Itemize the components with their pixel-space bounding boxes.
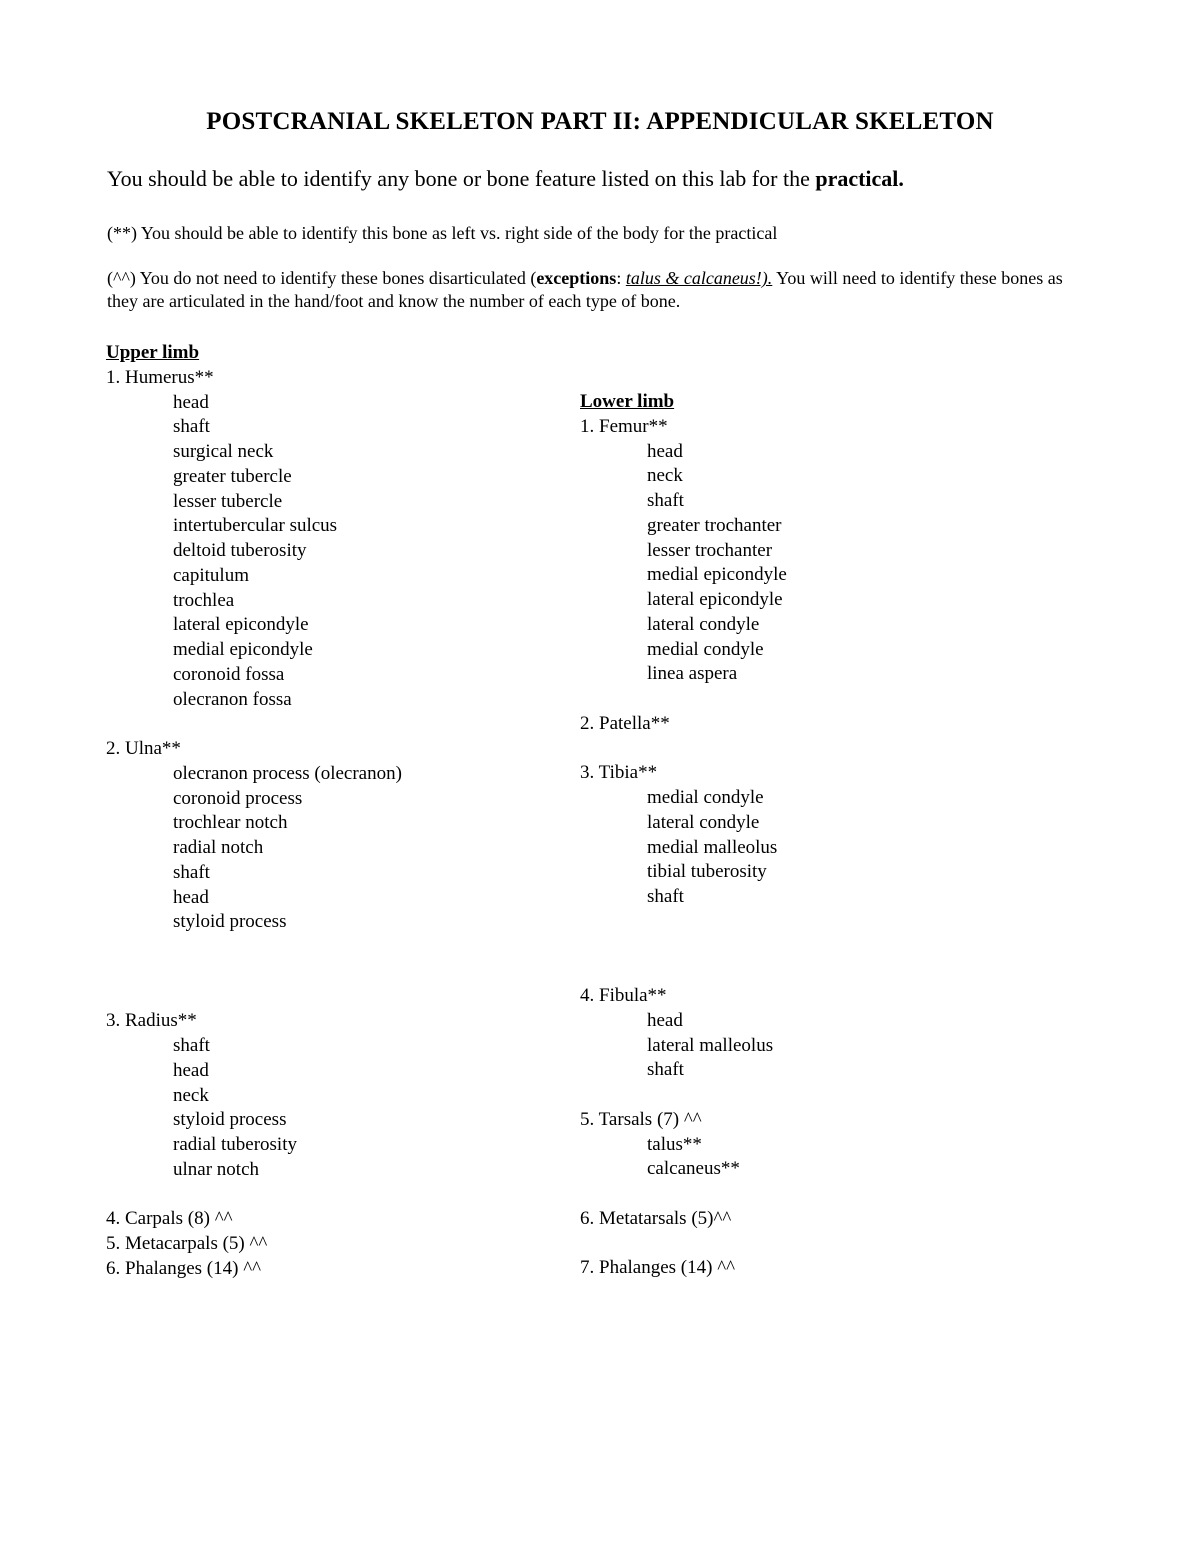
- feature-item: head: [173, 391, 209, 413]
- feature-item: shaft: [647, 1059, 684, 1081]
- feature-item: lateral condyle: [647, 613, 760, 635]
- spacer: [106, 712, 402, 737]
- feature-item: deltoid tuberosity: [173, 540, 307, 561]
- bone-phalanges: 6. Phalanges (14) ^^: [106, 1257, 262, 1279]
- feature-item: lateral epicondyle: [173, 614, 309, 636]
- bone-metacarpals: 5. Metacarpals (5) ^^: [106, 1233, 268, 1254]
- upper-limb-column: [106, 341, 402, 1282]
- feature-item: head: [647, 1009, 683, 1031]
- feature-item: head: [173, 886, 209, 908]
- bone-patella: 2. Patella**: [580, 712, 670, 734]
- note-exceptions: exceptions: [536, 268, 617, 288]
- feature-item: olecranon process (olecranon): [173, 762, 402, 784]
- spacer: [580, 935, 787, 960]
- feature-item: trochlear notch: [173, 812, 288, 834]
- spacer: [580, 910, 787, 935]
- feature-item: tibial tuberosity: [647, 861, 767, 883]
- spacer: [580, 1232, 787, 1257]
- feature-item: lesser trochanter: [647, 539, 773, 561]
- feature-item: medial condyle: [647, 787, 764, 808]
- bone-humerus: 1. Humerus**: [106, 366, 214, 388]
- feature-item: lateral epicondyle: [647, 589, 783, 610]
- feature-item: medial condyle: [647, 638, 764, 660]
- spacer: [106, 960, 402, 985]
- feature-item: ulnar notch: [173, 1158, 260, 1180]
- feature-item: neck: [647, 465, 683, 487]
- feature-item: shaft: [647, 490, 684, 511]
- note-disarticulated: (^^) You do not need to identify these bones disarticulated (exceptions: talus & calcaneus!). You will need to identify these bones as they are articulated in the hand/foot and know the number of each type of bone.: [107, 268, 1063, 311]
- spacer: [580, 1083, 787, 1108]
- page-title: POSTCRANIAL SKELETON PART II: APPENDICULAR SKELETON: [206, 108, 994, 135]
- feature-item: head: [647, 440, 683, 462]
- feature-item: coronoid fossa: [173, 663, 285, 685]
- bone-carpals: 4. Carpals (8) ^^: [106, 1208, 233, 1230]
- upper-limb-heading: Upper limb: [106, 342, 200, 363]
- feature-item: radial notch: [173, 837, 264, 858]
- spacer: [106, 985, 402, 1010]
- feature-item: lesser tubercle: [173, 490, 283, 512]
- feature-item: medial epicondyle: [173, 639, 313, 660]
- feature-item: shaft: [173, 416, 210, 438]
- feature-item: olecranon fossa: [173, 688, 292, 710]
- feature-item: calcaneus**: [647, 1158, 740, 1180]
- lower-limb-heading: Lower limb: [580, 391, 675, 412]
- bone-metatarsals: 6. Metatarsals (5)^^: [580, 1207, 732, 1229]
- bone-tibia: 3. Tibia**: [580, 762, 658, 784]
- intro-text: You should be able to identify any bone or bone feature listed on this lab for the: [107, 166, 816, 191]
- intro-bold: practical.: [815, 166, 904, 191]
- feature-item: capitulum: [173, 564, 249, 586]
- lower-limb-column: [580, 390, 787, 1281]
- feature-item: neck: [173, 1084, 209, 1106]
- spacer: [580, 737, 787, 762]
- feature-item: medial epicondyle: [647, 564, 787, 586]
- feature-item: shaft: [647, 886, 684, 907]
- bone-phalanges: 7. Phalanges (14) ^^: [580, 1257, 736, 1279]
- spacer: [106, 935, 402, 960]
- feature-item: lateral malleolus: [647, 1034, 774, 1056]
- feature-item: shaft: [173, 861, 210, 883]
- intro-paragraph: [107, 166, 904, 192]
- feature-item: medial malleolus: [647, 836, 778, 858]
- note-left-right: (**) You should be able to identify this bone as left vs. right side of the body for the practical: [107, 223, 778, 243]
- feature-item: styloid process: [173, 911, 287, 933]
- bone-ulna: 2. Ulna**: [106, 738, 181, 759]
- feature-item: shaft: [173, 1035, 210, 1056]
- feature-item: linea aspera: [647, 663, 738, 685]
- feature-item: coronoid process: [173, 787, 303, 809]
- feature-item: surgical neck: [173, 441, 274, 462]
- bone-femur: 1. Femur**: [580, 415, 668, 437]
- spacer: [580, 1182, 787, 1207]
- bone-fibula: 4. Fibula**: [580, 985, 667, 1006]
- feature-item: trochlea: [173, 589, 235, 611]
- feature-item: greater trochanter: [647, 514, 782, 536]
- bone-radius: 3. Radius**: [106, 1010, 197, 1032]
- feature-item: intertubercular sulcus: [173, 515, 338, 537]
- note-exception-bones: talus & calcaneus!).: [625, 268, 773, 288]
- feature-item: head: [173, 1059, 209, 1081]
- spacer: [580, 687, 787, 712]
- spacer: [580, 959, 787, 984]
- feature-item: styloid process: [173, 1109, 287, 1131]
- feature-item: lateral condyle: [647, 811, 760, 833]
- spacer: [106, 1183, 402, 1208]
- feature-item: radial tuberosity: [173, 1134, 297, 1155]
- feature-item: talus**: [647, 1133, 702, 1155]
- bone-tarsals: 5. Tarsals (7) ^^: [580, 1108, 702, 1130]
- feature-item: greater tubercle: [173, 465, 292, 487]
